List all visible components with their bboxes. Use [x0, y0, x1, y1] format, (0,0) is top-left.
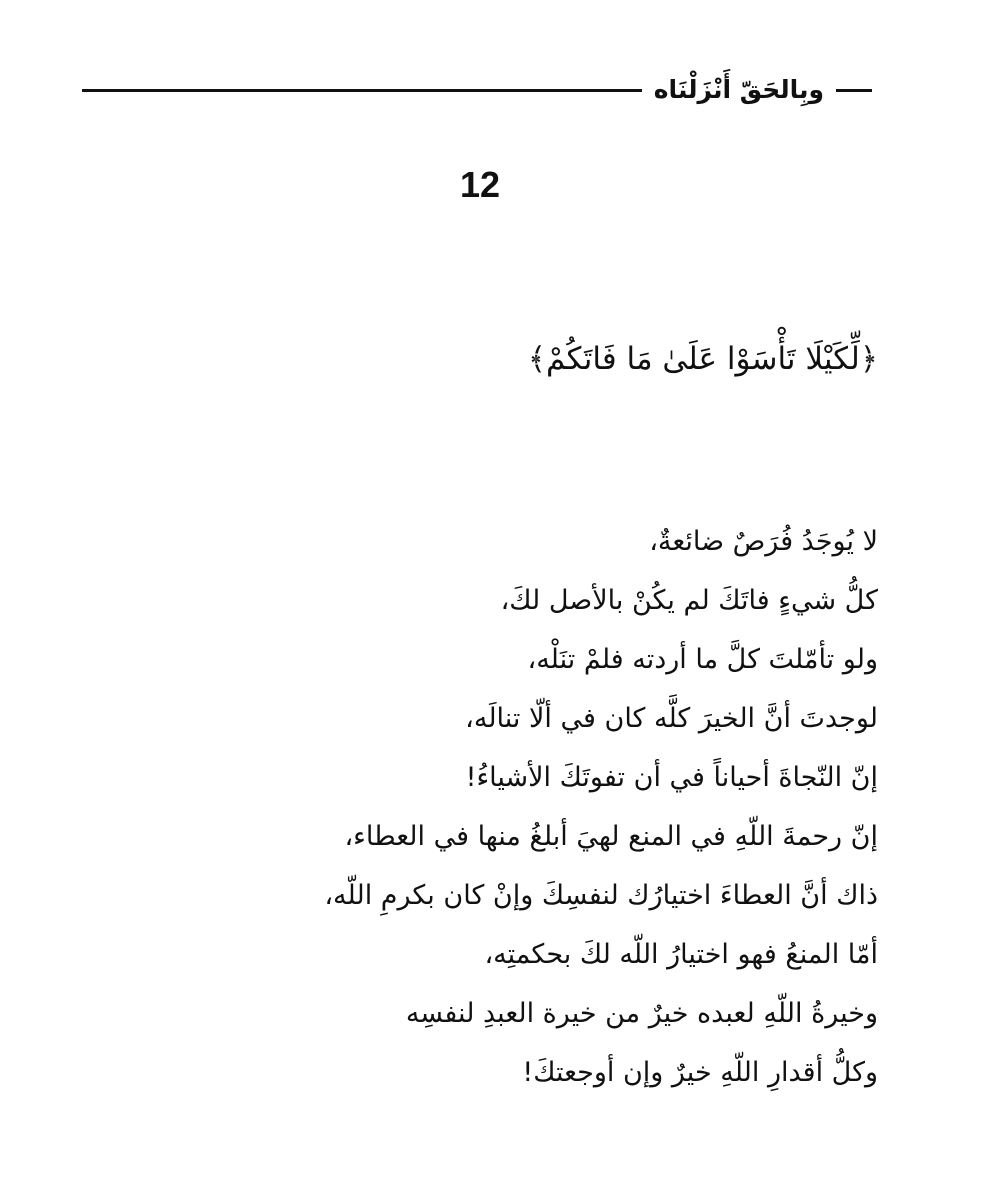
poem-line: وكلُّ أقدارِ اللّهِ خيرٌ وإن أوجعتكَ! [522, 1057, 878, 1088]
book-title: وبِالحَقّ أَنْزَلْنَاه [653, 75, 824, 104]
poem-line: ذاك أنَّ العطاءَ اختيارُك لنفسِكَ وإنْ كان بكرمِ اللّه، [324, 880, 878, 911]
poem-line: وخيرةُ اللّهِ لعبده خيرٌ من خيرة العبدِ لنفسِه [405, 998, 878, 1029]
poem-line: كلُّ شيءٍ فاتَكَ لم يكُنْ بالأصل لكَ، [500, 585, 878, 616]
chapter-number: 12 [459, 164, 501, 205]
header-rule-end [836, 89, 872, 92]
poem-line: إنّ رحمةَ اللّهِ في المنع لهيَ أبلغُ منها في العطاء، [344, 821, 878, 852]
running-header [82, 70, 872, 110]
poem-line: إنّ النّجاةَ أحياناً في أن تفوتَكَ الأشياءُ! [465, 762, 878, 793]
quran-verse: ﴿لِّكَيْلَا تَأْسَوْا عَلَىٰ مَا فَاتَكُمْ﴾ [527, 341, 878, 377]
poem-line: لا يُوجَدُ فُرَصٌ ضائعةٌ، [649, 526, 878, 557]
poem-line: لوجدتَ أنَّ الخيرَ كلَّه كان في ألّا تنالَه، [465, 703, 878, 734]
poem-body [324, 518, 878, 1108]
poem-line: أمّا المنعُ فهو اختيارُ اللّه لكَ بحكمتِه، [484, 939, 878, 970]
header-rule [82, 89, 642, 92]
poem-line: ولو تأمّلتَ كلَّ ما أردته فلمْ تنَلْه، [527, 644, 878, 675]
